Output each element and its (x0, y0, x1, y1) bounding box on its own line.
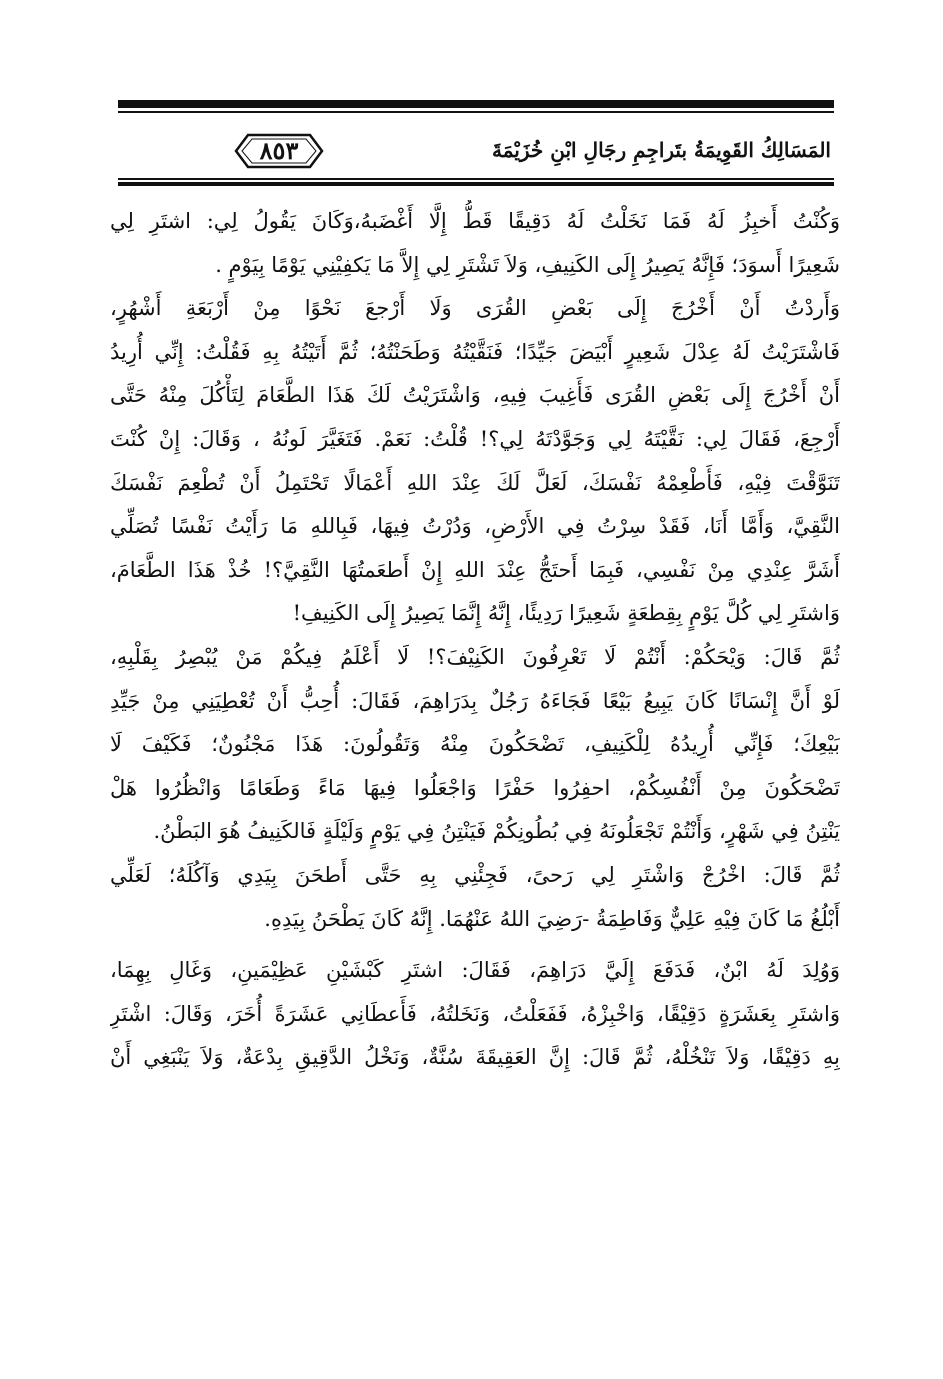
text-line: وَكُنْتُ أَخبِزُ لَهُ فَمَا نَخَلْتُ لَهُ دَقِيقًا قَطُّ إِلَّا أَغْضَبهُ،وَكَانَ يَقُولُ لِي: اشتَرِ لِي (110, 209, 840, 233)
text-line: فَاشْتَرَيْتُ لَهُ عِدْلَ شَعِيرٍ أَبْيَضَ جَيِّدًا؛ فَنَقَّيْتُهُ وَطَحَنْتُهُ؛ ثُمَّ أَتَيْتُهُ بِهِ فَقُلْتُ: إِنِّي أُرِيدُ (110, 339, 840, 364)
page-number: ٨٥٣ (259, 136, 299, 165)
text-line: بِهِ دَقِيْقًا، وَلاَ تَنْخُلْهُ، ثُمَّ قَالَ: إِنَّ العَقِيقَةَ سُنَّةٌ، وَنَخْلُ الدَّقِيقِ بِدْعَةٌ، وَلاَ يَنْبَغِي أَنْ (110, 1045, 840, 1070)
text-line: تَضْحَكُونَ مِنْ أَنْفُسِكُمْ، احفِرُوا حَفْرًا وَاجْعَلُوا فِيهَا مَاءً وَطَعَامًا وَانْظُرُوا هَلْ (110, 775, 840, 800)
text-line: أَبْلُغُ مَا كَانَ فِيْهِ عَلِيٌّ وَفَاطِمَةُ -رَضِيَ اللهُ عَنْهُمَا. إِنَّهُ كَانَ يَطْحَنُ بِيَدِهِ. (264, 906, 840, 931)
text-line: ثُمَّ قَالَ: وَيْحَكُمْ: أَنْتُمْ لَا تَعْرِفُونَ الكَنِيْفَ؟! لَا أَعْلَمُ فِيكُمْ مَنْ يُبْصِرُ بِقَلْبِهِ، (110, 644, 840, 669)
paragraph (110, 636, 840, 854)
text-line: يَنْتِنُ فِي شَهْرٍ، وَأَنْتُمْ تَجْعَلُونَهُ فِي بُطُونِكُمْ فَيَنْتِنُ فِي يَوْمٍ وَلَيْلَةٍ فَالكَنِيفُ هُوَ البَطْنُ. (153, 819, 840, 844)
text-line: أَشَرَّ عِنْدِي مِنْ نَفْسِي، فَبِمَا أَحتَجُّ عِنْدَ اللهِ إِنْ أَطعَمتُهَا النَّقِيَّ؟! خُذْ هَذَا الطَّعَامَ، (110, 557, 840, 582)
text-line: أَنْ أَخْرُجَ إِلَى بَعْضِ القُرَى فَأَغِيبَ فِيهِ، وَاشْتَرَيْتُ لَكَ هَذَا الطَّعَامَ لِتَأْكُلَ مِنْهُ حَتَّى (110, 383, 840, 408)
text-line: تَنَوَّقْتَ فِيْهِ، فَأَطْعِمْهُ نَفْسَكَ، لَعَلَّ لَكَ عِنْدَ اللهِ أَعْمَالًا تَحْتَمِلُ أَنْ تُطْعِمَ نَفْسَكَ (110, 470, 840, 495)
paragraph (110, 200, 840, 287)
page-number-badge (234, 131, 324, 171)
paragraph (110, 949, 840, 1080)
text-line: وَاشتَرِ لِي كُلَّ يَوْمٍ بِقِطعَةٍ شَعِيرًا رَدِيئًا، إِنَّهُ إِنَّمَا يَصِيرُ إِلَى الكَنِيفِ! (292, 601, 840, 626)
body-text (110, 200, 840, 1080)
text-line: لَوْ أَنَّ إِنْسَانًا كَانَ يَبِيعُ بَيْعًا فَجَاءَهُ رَجُلٌ بِدَرَاهِمَ، فَقَالَ: أُحِبُّ أَنْ تُعْطِيَنِي مِنْ جَيِّدِ (110, 688, 840, 713)
text-line: وَوُلِدَ لَهُ ابْنٌ، فَدَفَعَ إِلَيَّ دَرَاهِمَ، فَقَالَ: اشتَرِ كَبْشَيْنِ عَظِيْمَينِ، وَغَالِ بِهِمَا، (110, 958, 840, 983)
header-top-thick-rule (118, 100, 834, 108)
header-bottom-thin-rule (118, 178, 834, 180)
text-line: بَيْعِكَ؛ فَإِنِّي أُرِيدُهُ لِلْكَنِيفِ، تَضْحَكُونَ مِنْهُ وَتَقُولُونَ: هَذَا مَجْنُونٌ؛ فَكَيْفَ لَا (110, 732, 840, 757)
text-line: وَأَردْتُ أَنْ أَخْرُجَ إِلَى بَعْضِ القُرَى وَلَا أَرْجعَ نَحْوًا مِنْ أَرْبَعَةِ أَشْهُرٍ، (110, 296, 840, 321)
header-bottom-thick-rule (118, 182, 834, 186)
text-line: ثُمَّ قَالَ: اخْرُجْ وَاشْتَرِ لِي رَحىً، فَجِئْنِي بِهِ حَتَّى أَطحَنَ بِيَدِي وَآكُلَهُ؛ لَعَلِّي (110, 862, 840, 887)
header-top-thin-rule (118, 111, 834, 113)
paragraph-gap (110, 941, 840, 949)
paragraph (110, 854, 840, 941)
text-line: وَاشتَرِ بِعَشَرَةٍ دَقِيْقًا، وَاخْبِزْهُ، فَفَعَلْتُ، وَنَخَلتُهُ، فَأَعطَانِي عَشَرَةً أُخَرَ، وَقَالَ: اشْتَرِ (110, 1001, 840, 1026)
text-line: النَّقِيَّ، وَأَمَّا أَنَا، فَقَدْ سِرْتُ فِي الأَرْضِ، وَدُرْتُ فِيهَا، فَبِاللهِ مَا رَأَيْتُ نَفْسًا تُصَلِّي (110, 514, 840, 539)
text-line: شَعِيرًا أَسوَدَ؛ فَإِنَّهُ يَصِيرُ إِلَى الكَنِيفِ، وَلاَ تَشْتَرِ لِي إِلاَّ مَا يَكفِيْنِي يَوْمًا بِيَوْمٍ . (215, 252, 840, 277)
paragraph (110, 287, 840, 636)
running-title: المَسَالِكُ القَوِيمَةُ بتَراجِمِ رجَالِ ابْنِ خُزَيْمَةَ (492, 138, 831, 162)
text-line: أَرْجِعَ، فَقَالَ لِي: نَقَّيْتَهُ لِي وَجَوَّدْتَهُ لِي؟! قُلْتُ: نَعَمْ. فَتَغَيَّرَ لَونُهُ ، وَقَالَ: إِنْ كُنْتَ (110, 426, 840, 451)
